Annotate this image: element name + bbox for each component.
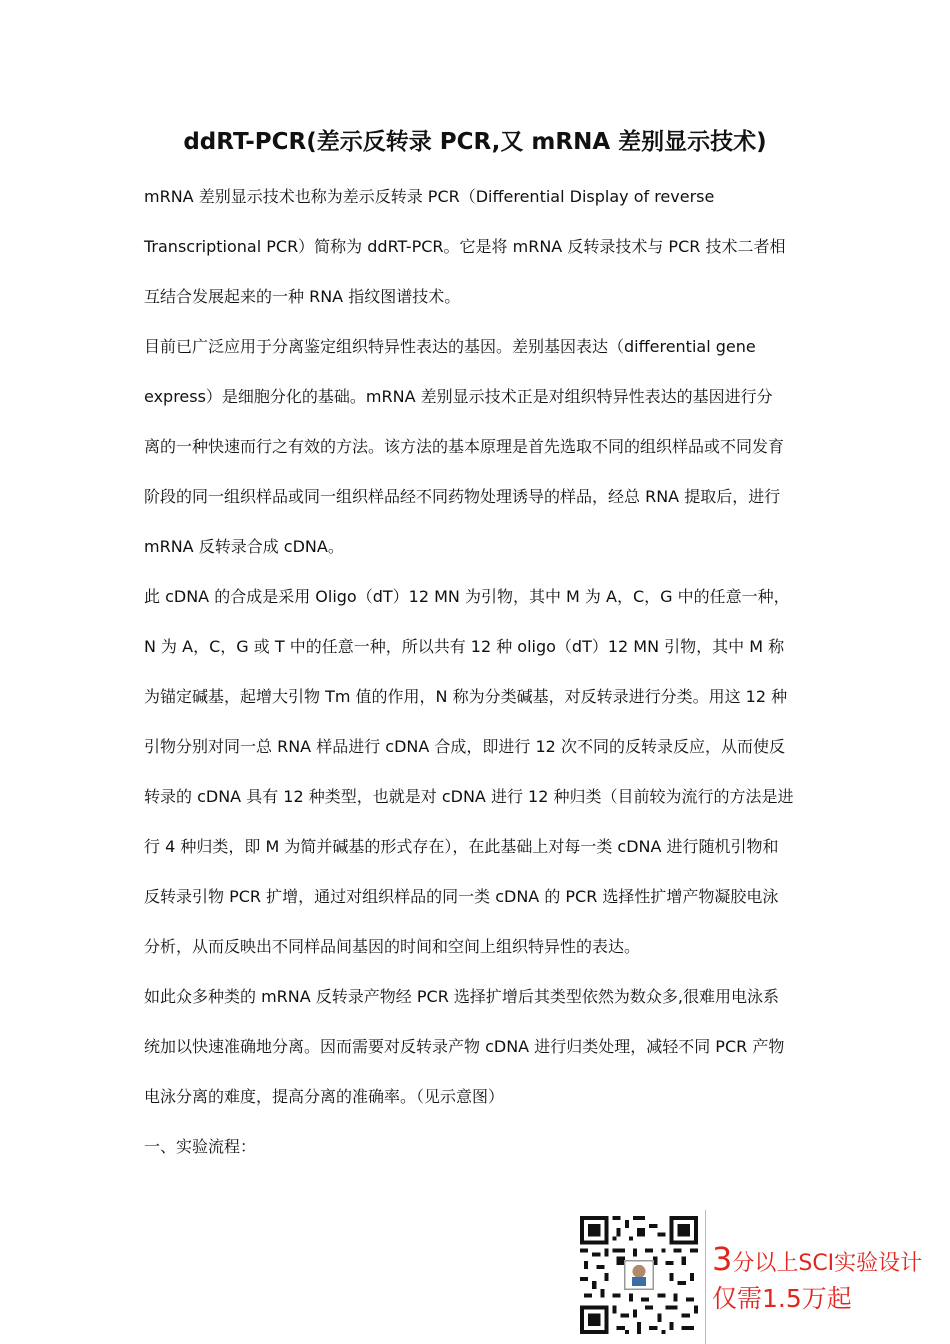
paragraph-line: mRNA 差别显示技术也称为差示反转录 PCR（Differential Display of reverse	[144, 187, 715, 206]
advertisement-banner[interactable]	[580, 1210, 950, 1344]
paragraph-1	[144, 172, 809, 322]
paragraph-line: 分析，从而反映出不同样品间基因的时间和空间上组织特异性的表达。	[144, 937, 641, 956]
paragraph-line: 转录的 cDNA 具有 12 种类型，也就是对 cDNA 进行 12 种归类（目前较为流行的方法是进	[144, 787, 794, 806]
ad-big-number: 3	[712, 1240, 733, 1278]
qr-code-icon[interactable]	[580, 1216, 698, 1334]
ad-divider	[705, 1210, 706, 1344]
paragraph-line: N 为 A，C，G 或 T 中的任意一种，所以共有 12 种 oligo（dT）12 MN 引物，其中 M 称	[144, 637, 785, 656]
paragraph-line: 为锚定碱基，起增大引物 Tm 值的作用，N 称为分类碱基，对反转录进行分类。用这 12 种	[144, 687, 788, 706]
paragraph-line: 反转录引物 PCR 扩增，通过对组织样品的同一类 cDNA 的 PCR 选择性扩增产物凝胶电泳	[144, 887, 779, 906]
paragraph-line: 互结合发展起来的一种 RNA 指纹图谱技术。	[144, 287, 461, 306]
paragraph-line: 电泳分离的难度，提高分离的准确率。（见示意图）	[144, 1087, 505, 1106]
document-title: ddRT-PCR(差示反转录 PCR,又 mRNA 差别显示技术)	[183, 129, 767, 155]
ad-headline[interactable]	[712, 1240, 923, 1279]
paragraph-line: 目前已广泛应用于分离鉴定组织特异性表达的基因。差别基因表达（differential gene	[144, 337, 756, 356]
paragraph-line: express）是细胞分化的基础。mRNA 差别显示技术正是对组织特异性表达的基因进行分	[144, 387, 773, 406]
ad-headline-text: 分以上SCI实验设计	[732, 1251, 923, 1276]
paragraph-line: 统加以快速准确地分离。因而需要对反转录产物 cDNA 进行归类处理，减轻不同 PCR 产物	[144, 1037, 785, 1056]
paragraph-4	[144, 972, 809, 1122]
paragraph-line: mRNA 反转录合成 cDNA。	[144, 537, 344, 556]
paragraph-3	[144, 572, 809, 972]
section-heading: 一、实验流程：	[144, 1137, 257, 1156]
ad-price-text[interactable]: 仅需1.5万起	[712, 1284, 852, 1313]
paragraph-line: 此 cDNA 的合成是采用 Oligo（dT）12 MN 为引物，其中 M 为 A，C，G 中的任意一种，	[144, 587, 790, 606]
paragraph-line: 如此众多种类的 mRNA 反转录产物经 PCR 选择扩增后其类型依然为数众多,很难用电泳系	[144, 987, 779, 1006]
paragraph-line: 离的一种快速而行之有效的方法。该方法的基本原理是首先选取不同的组织样品或不同发育	[144, 437, 785, 456]
paragraph-line: 阶段的同一组织样品或同一组织样品经不同药物处理诱导的样品，经总 RNA 提取后，进行	[144, 487, 781, 506]
paragraph-2	[144, 322, 809, 572]
paragraph-line: 行 4 种归类，即 M 为简并碱基的形式存在），在此基础上对每一类 cDNA 进行随机引物和	[144, 837, 779, 856]
document-body	[144, 172, 809, 1172]
paragraph-line: 引物分别对同一总 RNA 样品进行 cDNA 合成，即进行 12 次不同的反转录反应，从而使反	[144, 737, 785, 756]
paragraph-line: Transcriptional PCR）简称为 ddRT-PCR。它是将 mRNA 反转录技术与 PCR 技术二者相	[144, 237, 786, 256]
